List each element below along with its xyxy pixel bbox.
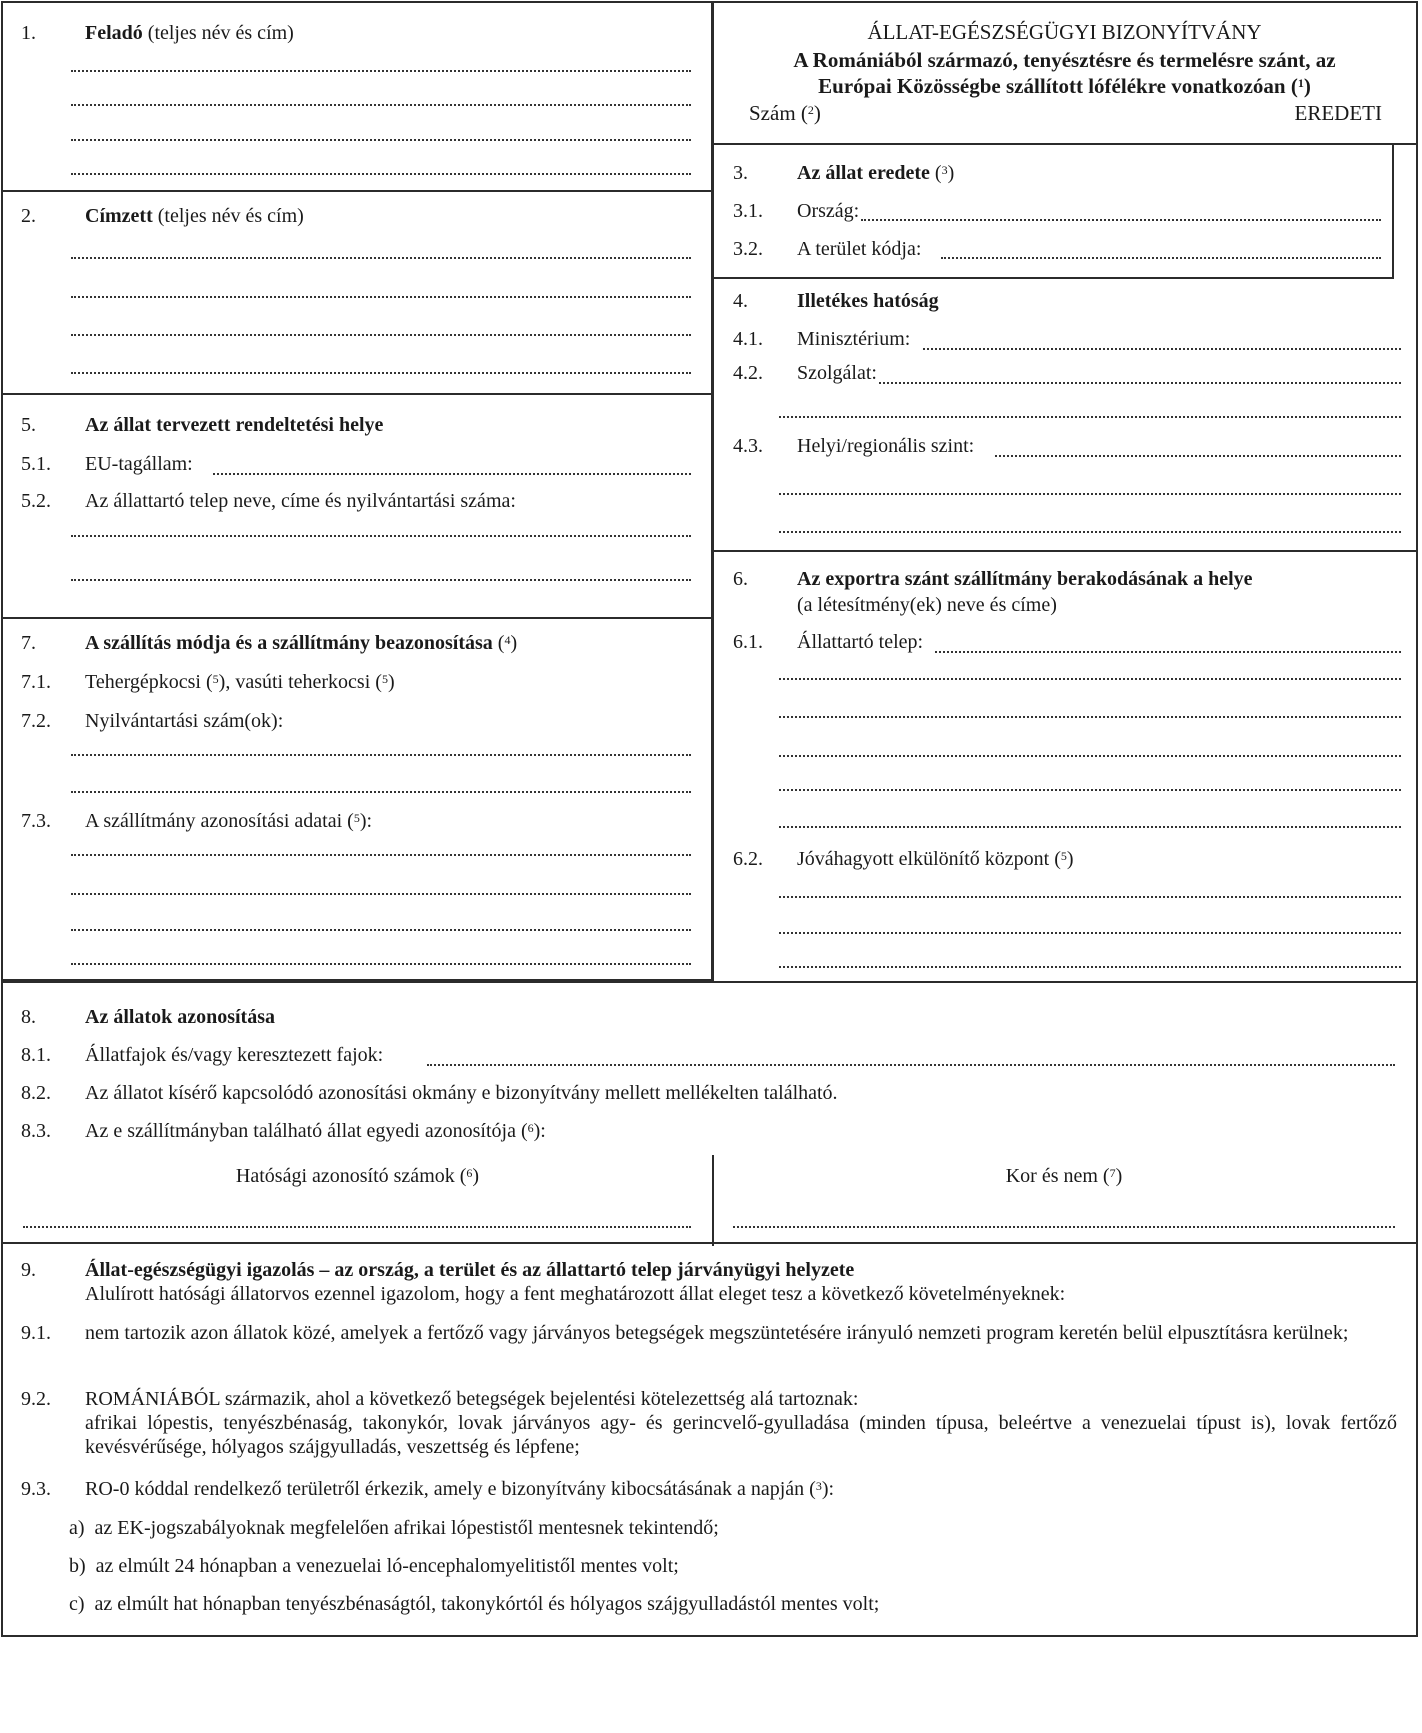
certificate-subtitle-line-1: A Romániából származó, tenyésztésre és termelésre szánt, az <box>793 48 1336 72</box>
footnote-ref: 6 <box>527 1121 534 1135</box>
item-9-2-text: ROMÁNIÁBÓL származik, ahol a következő betegségek bejelentési kötelezettség alá tartoznak: <box>85 1388 859 1410</box>
service-label: Szolgálat: <box>797 362 877 384</box>
accompanying-document-text: Az állatot kísérő kapcsolódó azonosítási okmány e bizonyítvány mellett mellékelten található. <box>85 1082 838 1104</box>
section-number: 2. <box>21 205 36 227</box>
species-field[interactable] <box>427 1064 1395 1066</box>
species-label: Állatfajok és/vagy keresztezett fajok: <box>85 1044 384 1066</box>
section-2-consignee <box>3 192 713 395</box>
consignee-field-line-2[interactable] <box>71 296 691 298</box>
ministry-label: Minisztérium: <box>797 328 911 350</box>
consignor-field-line-4[interactable] <box>71 173 691 175</box>
item-number: 9.3. <box>21 1478 51 1500</box>
section-title: Illetékes hatóság <box>797 290 939 312</box>
notifiable-diseases-list: afrikai lópestis, tenyészbénaság, takonykór, lovak járványos agy- és gerincvelő-gyulladása (minden típusa, beleértve a venezuelai típust is), lovak fertőző kevésvérűsége, hólyagos szájgyulladás, veszettség és lépfene; <box>85 1412 1397 1458</box>
item-number: 9.2. <box>21 1388 51 1410</box>
section-number: 3. <box>733 162 748 184</box>
section-title: Az állat eredete <box>797 162 930 184</box>
footnote-ref: 5 <box>1060 849 1067 863</box>
certificate-header: ÁLLAT-EGÉSZSÉGÜGYI BIZONYÍTVÁNY A Romániából származó, tenyésztésre és termelésre szánt, az Európai Közösségbe szállított lófélékre vonatkozóan ($^1$) Szám ($^2$) EREDETI <box>713 3 1416 145</box>
section-6-loading-place: 6. Az exportra szánt szállítmány berakodásának a helye (a létesítmény(ek) neve és címe) 6.1. Állattartó telep: 6.2. Jóváhagyott elkülönítő központ ($^5$) <box>713 552 1416 981</box>
section-4-authority <box>713 279 1416 552</box>
age-and-sex-header: Kor és nem <box>1005 1165 1098 1187</box>
item-number: 9.1. <box>21 1322 51 1344</box>
local-level-label: Helyi/regionális szint: <box>797 435 975 457</box>
footnote-ref: 1 <box>1297 76 1304 90</box>
registration-numbers-field-line-2[interactable] <box>71 791 691 793</box>
subitem-letter: a) <box>69 1517 85 1539</box>
official-id-numbers-field[interactable] <box>23 1226 691 1228</box>
footnote-ref: 4 <box>504 633 511 647</box>
section-number: 1. <box>21 22 36 44</box>
section-title: Feladó <box>85 22 143 44</box>
region-code-label: A terület kódja: <box>797 238 922 260</box>
consignor-field-line-3[interactable] <box>71 139 691 141</box>
item-number: 7.2. <box>21 710 51 732</box>
item-number: 6.2. <box>733 848 763 870</box>
quarantine-centre-label: Jóváhagyott elkülönítő központ <box>797 848 1050 870</box>
item-number: 4.3. <box>733 435 763 457</box>
holding-field-line-5[interactable] <box>779 789 1401 791</box>
section-7-transport: 7. A szállítás módja és a szállítmány beazonosítása ($^4$) 7.1. Tehergépkocsi ($^5$), vasúti teherkocsi ($^5$) 7.2. Nyilvántartási szám(ok): 7.3. A szállítmány azonosítási adatai ($^5$): <box>3 619 713 981</box>
section-title: Címzett <box>85 205 153 227</box>
certificate-subtitle-line-2: Európai Közösségbe szállított lófélékre vonatkozóan <box>818 74 1286 98</box>
quarantine-centre-field-line-1[interactable] <box>779 896 1401 898</box>
local-level-field-line-2[interactable] <box>779 493 1401 495</box>
original-label: EREDETI <box>1294 101 1382 125</box>
age-and-sex-field[interactable] <box>733 1226 1395 1228</box>
label-suffix: : <box>828 1478 835 1500</box>
consignee-field-line-3[interactable] <box>71 334 691 336</box>
footnote-ref: 6 <box>466 1166 473 1180</box>
quarantine-centre-field-line-3[interactable] <box>779 966 1401 968</box>
consignor-field-line-2[interactable] <box>71 104 691 106</box>
holding-field[interactable] <box>935 651 1401 653</box>
subitem-b-text: az elmúlt 24 hónapban a venezuelai ló-encephalomyelitistől mentes volt; <box>95 1555 679 1577</box>
holding-field-line-4[interactable] <box>779 755 1401 757</box>
footnote-ref: 5 <box>212 672 219 686</box>
footnote-ref: 3 <box>941 163 948 177</box>
section-note: (teljes név és cím) <box>142 22 294 44</box>
section-note: (teljes név és cím) <box>152 205 304 227</box>
section-number: 7. <box>21 632 36 654</box>
truck-label: Tehergépkocsi <box>85 671 201 693</box>
eu-member-state-field[interactable] <box>213 473 691 475</box>
section-title: Állat-egészségügyi igazolás – az ország, a terület és az állattartó telep járványügyi helyzete <box>85 1259 855 1281</box>
item-number: 6.1. <box>733 631 763 653</box>
footnote-ref: 2 <box>807 103 814 117</box>
railway-wagon-label: , vasúti teherkocsi <box>225 671 371 693</box>
consignee-field-line-4[interactable] <box>71 372 691 374</box>
certificate-form <box>1 1 1418 1637</box>
section-number: 6. <box>733 568 748 590</box>
item-number: 5.1. <box>21 453 51 475</box>
section-number: 9. <box>21 1259 36 1281</box>
registration-numbers-label: Nyilvántartási szám(ok): <box>85 710 284 732</box>
country-field[interactable] <box>861 219 1381 221</box>
official-id-numbers-header: Hatósági azonosító számok <box>235 1165 455 1187</box>
eu-member-state-label: EU-tagállam: <box>85 453 193 475</box>
subitem-letter: b) <box>69 1555 86 1577</box>
holding-details-label: Az állattartó telep neve, címe és nyilvántartási száma: <box>85 490 516 512</box>
local-level-field[interactable] <box>995 455 1401 457</box>
holding-field-line-2[interactable] <box>779 678 1401 680</box>
consignor-field-line-1[interactable] <box>71 70 691 72</box>
section-number: 4. <box>733 290 748 312</box>
item-9-3-text: RO-0 kóddal rendelkező területről érkezik, amely e bizonyítvány kibocsátásának a napján <box>85 1478 805 1500</box>
item-9-1-text: nem tartozik azon állatok közé, amelyek a fertőző vagy járványos betegségek megszüntetésére irányuló nemzeti program keretén belül elpusztításra kerülnek; <box>85 1322 1349 1344</box>
footnote-ref: 5 <box>381 672 388 686</box>
consignment-id-field-line-3[interactable] <box>71 929 691 931</box>
label-suffix: : <box>540 1120 546 1142</box>
consignment-id-field-line-1[interactable] <box>71 854 691 856</box>
section-5-destination <box>3 395 713 619</box>
service-field[interactable] <box>879 382 1401 384</box>
section-1-consignor <box>3 3 713 192</box>
holding-field-line-6[interactable] <box>779 826 1401 828</box>
section-subtitle: (a létesítmény(ek) neve és címe) <box>797 594 1057 616</box>
quarantine-centre-field-line-2[interactable] <box>779 932 1401 934</box>
subitem-a-text: az EK-jogszabályoknak megfelelően afrikai lópestistől mentesnek tekintendő; <box>94 1517 719 1539</box>
section-9-health-attestation: 9. Állat-egészségügyi igazolás – az ország, a terület és az állattartó telep járványügyi helyzete Alulírott hatósági állatorvos ezennel igazolom, hogy a fent meghatározott állat eleget tesz a következő követelményeknek: 9.1. nem tartozik azon állatok közé, amelyek a fertőző vagy járványos betegségek megszüntetésére irányuló nemzeti program keretén belül elpusztításra kerülnek; 9.2. ROMÁNIÁBÓL származik, ahol a következő betegségek bejelentési kötelezettség alá tartoznak: afrikai lópestis, tenyészbénaság, takonykór, lovak járványos agy- és gerincvelő-gyulladása (minden típusa, beleértve a venezuelai típust is), lovak fertőző kevésvérűsége, hólyagos szájgyulladás, veszettség és lépfene; 9.3. RO-0 kóddal rendelkező területről érkezik, amely e bizonyítvány kibocsátásának a napján ($^3$): a) az EK-jogszabályoknak megfelelően afrikai lópestistől mentesnek tekintendő; b) az elmúlt 24 hónapban a venezuelai ló-encephalomyelitistől mentes volt; c) az elmúlt hat hónapban tenyészbénaságtól, takonykórtól és hólyagos szájgyulladástól mentes volt; <box>21 1259 1397 1615</box>
item-number: 7.1. <box>21 671 51 693</box>
holding-details-field-line-1[interactable] <box>71 535 691 537</box>
item-number: 8.3. <box>21 1120 51 1142</box>
item-number: 5.2. <box>21 490 51 512</box>
attestation-intro: Alulírott hatósági állatorvos ezennel igazolom, hogy a fent meghatározott állat eleget tesz a következő követelményeknek: <box>85 1283 1066 1305</box>
section-8-identification: 8. Az állatok azonosítása 8.1. Állatfajok és/vagy keresztezett fajok: 8.2. Az állatot kísérő kapcsolódó azonosítási okmány e bizonyítvány mellett mellékelten található. 8.3. Az e szállítmányban található állat egyedi azonosítója ($^6$): Hatósági azonosító számok ($^6$) Kor és nem ($^7$) <box>3 981 1416 1244</box>
registration-numbers-field-line-1[interactable] <box>71 754 691 756</box>
holding-details-field-line-2[interactable] <box>71 579 691 581</box>
item-number: 8.2. <box>21 1082 51 1104</box>
consignment-id-field-line-2[interactable] <box>71 893 691 895</box>
service-field-line-2[interactable] <box>779 416 1401 418</box>
subitem-c-text: az elmúlt hat hónapban tenyészbénaságtól, takonykórtól és hólyagos szájgyulladástól mentes volt; <box>94 1593 880 1615</box>
column-divider <box>712 3 714 981</box>
footnote-ref: 3 <box>815 1479 822 1493</box>
section-title: Az állat tervezett rendeltetési helye <box>85 414 384 436</box>
label-suffix: : <box>366 810 373 832</box>
section-title: A szállítás módja és a szállítmány beazonosítása <box>85 632 493 654</box>
region-code-field[interactable] <box>941 257 1381 259</box>
consignment-id-label: A szállítmány azonosítási adatai <box>85 810 343 832</box>
section-title: Az exportra szánt szállítmány berakodásának a helye <box>797 568 1253 590</box>
local-level-field-line-3[interactable] <box>779 531 1401 533</box>
section-3-origin: 3. Az állat eredete ($^3$) 3.1. Ország: 3.2. A terület kódja: <box>713 145 1394 279</box>
ministry-field[interactable] <box>923 348 1401 350</box>
item-number: 3.1. <box>733 200 763 222</box>
item-number: 4.1. <box>733 328 763 350</box>
footnote-ref: 7 <box>1109 1166 1116 1180</box>
number-label: Szám <box>749 101 796 125</box>
item-number: 8.1. <box>21 1044 51 1066</box>
section-number: 5. <box>21 414 36 436</box>
section-number: 8. <box>21 1006 36 1028</box>
footnote-ref: 5 <box>353 811 360 825</box>
holding-field-line-3[interactable] <box>779 716 1401 718</box>
section-title: Az állatok azonosítása <box>85 1006 275 1028</box>
subitem-letter: c) <box>69 1593 85 1615</box>
individual-id-label: Az e szállítmányban található állat egyedi azonosítója <box>85 1120 516 1142</box>
consignee-field-line-1[interactable] <box>71 257 691 259</box>
item-number: 4.2. <box>733 362 763 384</box>
consignment-id-field-line-4[interactable] <box>71 963 691 965</box>
country-label: Ország: <box>797 200 860 222</box>
holding-label: Állattartó telep: <box>797 631 924 653</box>
certificate-title: ÁLLAT-EGÉSZSÉGÜGYI BIZONYÍTVÁNY <box>867 20 1262 44</box>
item-number: 7.3. <box>21 810 51 832</box>
item-number: 3.2. <box>733 238 763 260</box>
